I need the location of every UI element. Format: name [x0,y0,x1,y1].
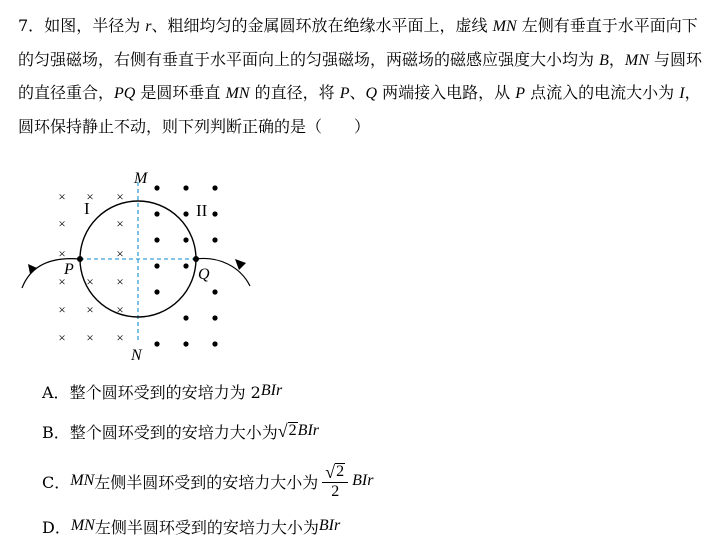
question-text: 7．如图，半径为 r、粗细均匀的金属圆环放在绝缘水平面上，虚线 MN 左侧有垂直于水平面向下的匀强磁场，右侧有垂直于水平面向上的匀强磁场，两磁场的磁感应强度大小均为 B，MN 与圆环的直径重合，PQ 是圆环垂直 MN 的直径，将 P、Q 两端接入电路，从 P 点流入的电流大小为 I，圆环保持静止不动，则下列判断正确的是（ ） [18,16,702,136]
sqrt-two: √ 2 [277,421,297,441]
cross-marker: × [58,302,66,317]
cross-marker: × [58,216,66,231]
cross-marker: × [86,302,94,317]
label-q: Q [198,266,210,283]
cross-marker: × [116,302,124,317]
dot-marker [212,289,217,294]
dot-marker [183,237,188,242]
option-d[interactable]: D． MN 左侧半圆环受到的安培力大小为 BIr [42,517,341,537]
option-b[interactable]: B． 整个圆环受到的安培力大小为 √ 2 BIr [42,421,319,442]
dot-marker [183,185,188,190]
dot-marker [154,289,159,294]
output-arrow-icon [235,259,246,270]
dot-marker [154,341,159,346]
dot-marker [154,211,159,216]
region-label-ii: II [196,201,208,220]
cross-marker: × [116,216,124,231]
cross-marker: × [116,246,124,261]
dot-marker [212,315,217,320]
dot-marker [212,237,217,242]
magnetic-field-diagram [18,166,258,366]
cross-marker: × [86,189,94,204]
dot-marker [183,315,188,320]
label-p: P [64,261,74,278]
dot-marker [154,185,159,190]
dot-marker [212,185,217,190]
cross-marker: × [116,274,124,289]
option-c[interactable]: C． MN 左侧半圆环受到的安培力大小为 √ 2 2 BIr [42,461,374,500]
fraction-root2-over-2: √ 2 2 [322,463,348,500]
dot-marker [183,341,188,346]
cross-marker: × [86,274,94,289]
label-n: N [131,347,142,364]
cross-marker: × [116,189,124,204]
terminal-p [77,256,83,262]
dot-marker [154,263,159,268]
cross-marker: × [58,330,66,345]
input-arrow-icon [28,264,37,274]
option-a[interactable]: A． 整个圆环受到的安培力为 2 BIr [42,382,283,402]
dot-marker [212,211,217,216]
cross-marker: × [58,274,66,289]
dot-marker [183,263,188,268]
dot-marker [154,237,159,242]
cross-marker: × [116,330,124,345]
cross-marker: × [58,189,66,204]
cross-marker: × [86,330,94,345]
dot-marker [212,341,217,346]
terminal-q [193,256,199,262]
label-m: M [134,170,148,187]
region-label-i: I [84,199,90,218]
dot-marker [183,211,188,216]
cross-marker: × [58,246,66,261]
